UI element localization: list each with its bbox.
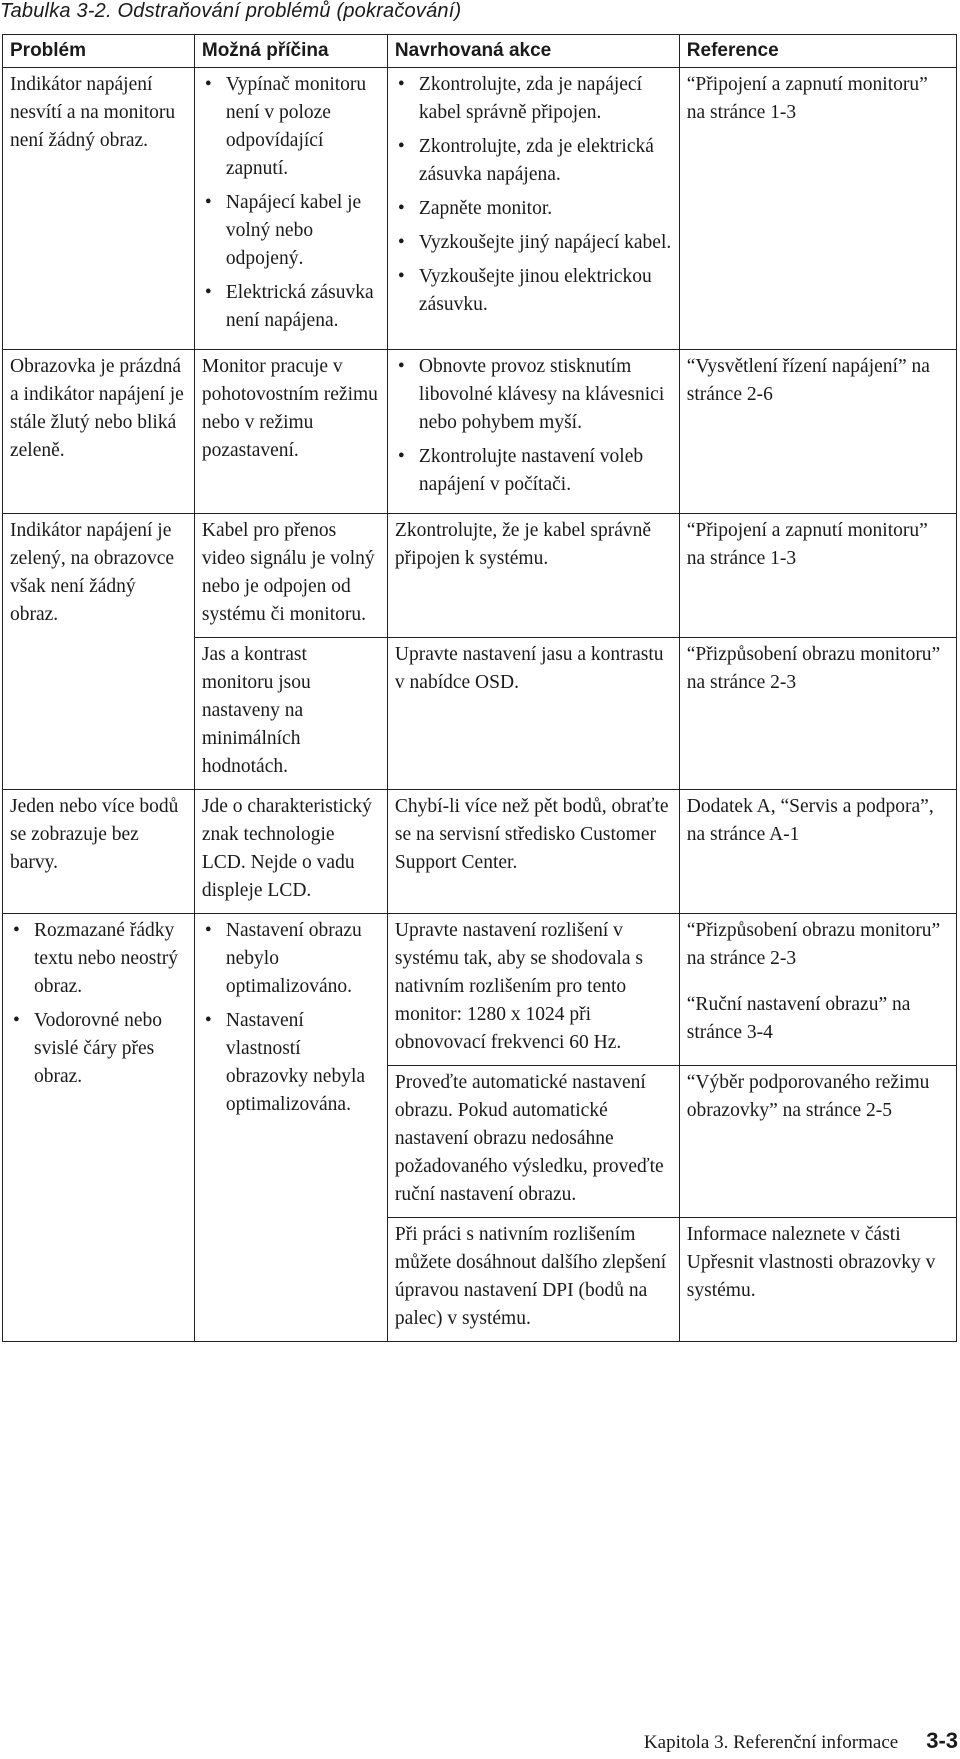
list-item: • Vyzkoušejte jinou elektrickou zásuvku. xyxy=(395,263,672,319)
header-problem: Problém xyxy=(3,35,195,68)
list-item: • Vodorovné nebo svislé čáry přes obraz. xyxy=(10,1007,187,1091)
action-cell: Upravte nastavení jasu a kontrastu v nabídce OSD. xyxy=(387,638,679,790)
table-row xyxy=(3,790,957,914)
reference-cell: “Připojení a zapnutí monitoru” na stránce 1-3 xyxy=(679,68,956,350)
header-action: Navrhovaná akce xyxy=(387,35,679,68)
action-cell xyxy=(387,68,679,350)
reference-cell: “Přizpůsobení obrazu monitoru” na stránce 2-3 xyxy=(679,638,956,790)
reference-cell: Informace naleznete v části Upřesnit vlastnosti obrazovky v systému. xyxy=(679,1218,956,1342)
reference-cell: “Vysvětlení řízení napájení” na stránce 2-6 xyxy=(679,350,956,514)
table-header-row xyxy=(3,35,957,68)
list-item: • Rozmazané řádky textu nebo neostrý obraz. xyxy=(10,917,187,1001)
reference-cell: “Připojení a zapnutí monitoru” na stránce 1-3 xyxy=(679,514,956,638)
list-item: • Vyzkoušejte jiný napájecí kabel. xyxy=(395,229,672,257)
reference-cell: Dodatek A, “Servis a podpora”, na stránce A-1 xyxy=(679,790,956,914)
reference-cell: “Výběr podporovaného režimu obrazovky” na stránce 2-5 xyxy=(679,1066,956,1218)
header-cause: Možná příčina xyxy=(194,35,387,68)
problem-cell: Obrazovka je prázdná a indikátor napájení je stále žlutý nebo bliká zeleně. xyxy=(3,350,195,514)
problem-cell: Jeden nebo více bodů se zobrazuje bez barvy. xyxy=(3,790,195,914)
action-cell: Chybí-li více než pět bodů, obraťte se na servisní středisko Customer Support Center. xyxy=(387,790,679,914)
problem-cell: Indikátor napájení nesvítí a na monitoru není žádný obraz. xyxy=(3,68,195,350)
reference-text: “Přizpůsobení obrazu monitoru” na stránce 2-3 xyxy=(686,920,941,969)
cause-cell: Kabel pro přenos video signálu je volný nebo je odpojen od systému či monitoru. xyxy=(194,514,387,638)
cause-cell: Jas a kontrast monitoru jsou nastaveny na minimálních hodnotách. xyxy=(194,638,387,790)
table-caption: Tabulka 3-2. Odstraňování problémů (pokračování) xyxy=(0,0,462,22)
action-cell: Zkontrolujte, že je kabel správně připojen k systému. xyxy=(387,514,679,638)
list-item: • Vypínač monitoru není v poloze odpovídající zapnutí. xyxy=(202,71,380,183)
action-cell: Při práci s nativním rozlišením můžete dosáhnout dalšího zlepšení úpravou nastavení DPI (bodů na palec) v systému. xyxy=(387,1218,679,1342)
list-item: • Nastavení vlastností obrazovky nebyla optimalizována. xyxy=(202,1007,380,1119)
cause-cell: Monitor pracuje v pohotovostním režimu nebo v režimu pozastavení. xyxy=(194,350,387,514)
troubleshooting-table xyxy=(2,34,957,1342)
list-item: • Zkontrolujte nastavení voleb napájení v počítači. xyxy=(395,443,672,499)
table-row xyxy=(3,68,957,350)
list-item: • Zkontrolujte, zda je elektrická zásuvka napájena. xyxy=(395,133,672,189)
action-cell: Proveďte automatické nastavení obrazu. Pokud automatické nastavení obrazu nedosáhne požadovaného výsledku, proveďte ruční nastavení obrazu. xyxy=(387,1066,679,1218)
page-footer xyxy=(644,1728,958,1754)
page-number: 3-3 xyxy=(926,1728,958,1753)
list-item: • Obnovte provoz stisknutím libovolné klávesy na klávesnici nebo pohybem myší. xyxy=(395,353,672,437)
list-item: • Napájecí kabel je volný nebo odpojený. xyxy=(202,189,380,273)
reference-text: “Ruční nastavení obrazu” na stránce 3-4 xyxy=(686,994,911,1043)
list-item: • Zapněte monitor. xyxy=(395,195,672,223)
table-row xyxy=(3,350,957,514)
reference-cell xyxy=(679,914,956,1066)
table-row xyxy=(3,914,957,1066)
header-reference: Reference xyxy=(679,35,956,68)
list-item: • Zkontrolujte, zda je napájecí kabel správně připojen. xyxy=(395,71,672,127)
table-row xyxy=(3,514,957,638)
cause-cell xyxy=(194,914,387,1342)
list-item: • Nastavení obrazu nebylo optimalizováno. xyxy=(202,917,380,1001)
chapter-title: Kapitola 3. Referenční informace xyxy=(643,1732,899,1753)
action-cell: Upravte nastavení rozlišení v systému tak, aby se shodovala s nativním rozlišením pro tento monitor: 1280 x 1024 při obnovovací frekvenci 60 Hz. xyxy=(387,914,679,1066)
problem-cell xyxy=(3,914,195,1342)
cause-cell xyxy=(194,68,387,350)
cause-cell: Jde o charakteristický znak technologie LCD. Nejde o vadu displeje LCD. xyxy=(194,790,387,914)
action-cell xyxy=(387,350,679,514)
problem-cell: Indikátor napájení je zelený, na obrazovce však není žádný obraz. xyxy=(3,514,195,790)
list-item: • Elektrická zásuvka není napájena. xyxy=(202,279,380,335)
